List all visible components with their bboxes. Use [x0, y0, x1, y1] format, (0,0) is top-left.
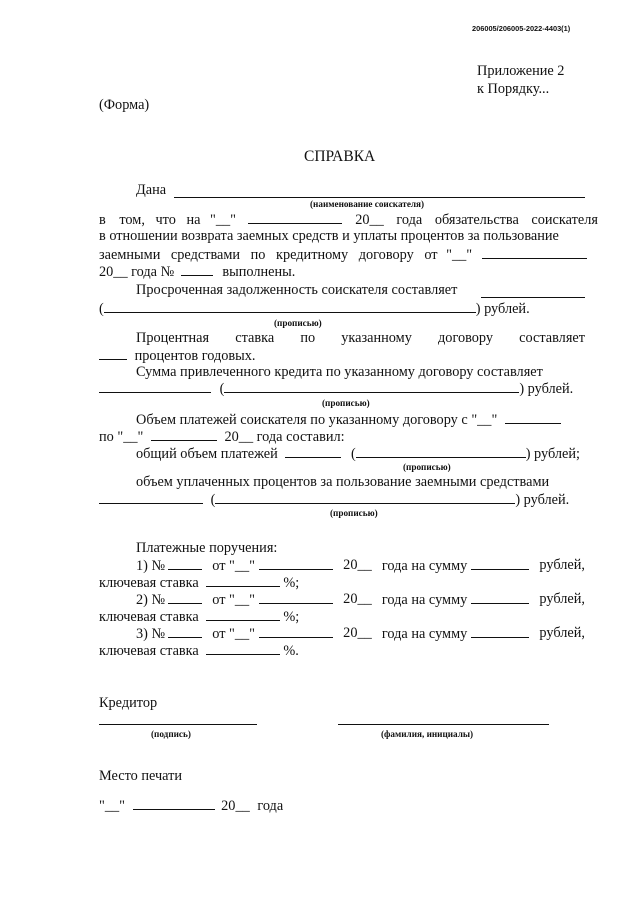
orders-title: Платежные поручения: [136, 540, 278, 556]
order-1-line: 1) № от "__" 20__ года на сумму рублей, [136, 557, 585, 574]
order-1-key-line: ключевая ставка %; [99, 575, 300, 591]
applicant-name-field[interactable] [174, 197, 585, 198]
credit-line: ( ) рублей. [99, 380, 573, 398]
overdue-amount-field[interactable] [481, 297, 585, 298]
order-1-number-field[interactable] [168, 557, 202, 570]
payments-total-field[interactable] [285, 445, 341, 458]
appendix-line-1: Приложение 2 [477, 63, 565, 79]
order-2-rate-field[interactable] [206, 608, 280, 621]
credit-text: Сумма привлеченного кредита по указанному договору составляет [136, 364, 543, 380]
payments-text: Объем платежей соискателя по указанному договору с "__" [136, 411, 561, 429]
order-1-sum-field[interactable] [471, 557, 529, 570]
overdue-in-words-field[interactable] [104, 300, 476, 313]
order-3-sum-field[interactable] [471, 625, 529, 638]
order-3-key-line: ключевая ставка %. [99, 643, 299, 659]
signature-caption: (подпись) [151, 729, 191, 739]
payments-total-in-words-field[interactable] [356, 445, 526, 458]
creditor-label: Кредитор [99, 695, 158, 711]
order-2-number-field[interactable] [168, 591, 202, 604]
payments-line-2: по "__" 20__ года составил: [99, 429, 345, 445]
overdue-in-words: ( ) рублей. [99, 301, 530, 317]
overdue-text: Просроченная задолженность соискателя составляет [136, 282, 458, 298]
obligations-line-3: заемными средствами по кредитному договору от "__" [99, 246, 587, 264]
obligations-date-field[interactable] [248, 211, 342, 224]
payments-interest-field[interactable] [99, 491, 203, 504]
credit-in-words-field[interactable] [224, 380, 519, 393]
rate-value-field[interactable] [99, 347, 127, 360]
rate-line-2: процентов годовых. [99, 347, 255, 365]
payments-interest-label: объем уплаченных процентов за пользование заемными средствами [136, 474, 550, 490]
creditor-signature-field[interactable] [99, 724, 257, 725]
obligations-line-1: в том, что на "__" 20__ года обязательства соискателя [99, 212, 598, 228]
payments-total-line: общий объем платежей ( ) рублей; [136, 446, 580, 462]
applicant-name-caption: (наименование соискателя) [310, 199, 425, 209]
date-field[interactable] [133, 797, 215, 810]
form-label: (Форма) [99, 97, 150, 113]
obligations-line-4: 20__ года № выполнены. [99, 264, 296, 280]
order-1-rate-field[interactable] [206, 574, 280, 587]
date-line: "__" 20__ года [99, 798, 284, 814]
credit-caption: (прописью) [322, 398, 370, 408]
credit-amount-field[interactable] [99, 380, 211, 393]
order-3-date-field[interactable] [259, 625, 333, 638]
creditor-name-field[interactable] [338, 724, 549, 725]
order-2-key-line: ключевая ставка %; [99, 609, 300, 625]
payments-start-date-field[interactable] [505, 411, 561, 424]
contract-number-field[interactable] [181, 263, 213, 276]
payments-end-date-field[interactable] [151, 428, 217, 441]
order-2-line: 2) № от "__" 20__ года на сумму рублей, [136, 591, 585, 608]
document-title: СПРАВКА [304, 148, 376, 165]
order-2-date-field[interactable] [259, 591, 333, 604]
overdue-caption: (прописью) [274, 318, 322, 328]
rate-line-1: Процентная ставка по указанному договору составляет [136, 330, 585, 346]
appendix-line-2: к Порядку... [477, 81, 550, 97]
payments-interest-in-words-field[interactable] [215, 491, 515, 504]
order-2-sum-field[interactable] [471, 591, 529, 604]
obligations-line-2: в отношении возврата заемных средств и уплаты процентов за пользование [99, 228, 559, 244]
document-code: 206005/206005-2022-4403(1) [472, 24, 571, 33]
order-3-rate-field[interactable] [206, 642, 280, 655]
stamp-label: Место печати [99, 768, 183, 784]
contract-date-field[interactable] [482, 246, 587, 259]
payments-total-caption: (прописью) [403, 462, 451, 472]
name-caption: (фамилия, инициалы) [381, 729, 474, 739]
order-3-number-field[interactable] [168, 625, 202, 638]
issued-label: Дана [136, 182, 167, 198]
order-1-date-field[interactable] [259, 557, 333, 570]
payments-interest-line: ( ) рублей. [99, 491, 569, 509]
order-3-line: 3) № от "__" 20__ года на сумму рублей, [136, 625, 585, 642]
payments-interest-caption: (прописью) [330, 508, 378, 518]
